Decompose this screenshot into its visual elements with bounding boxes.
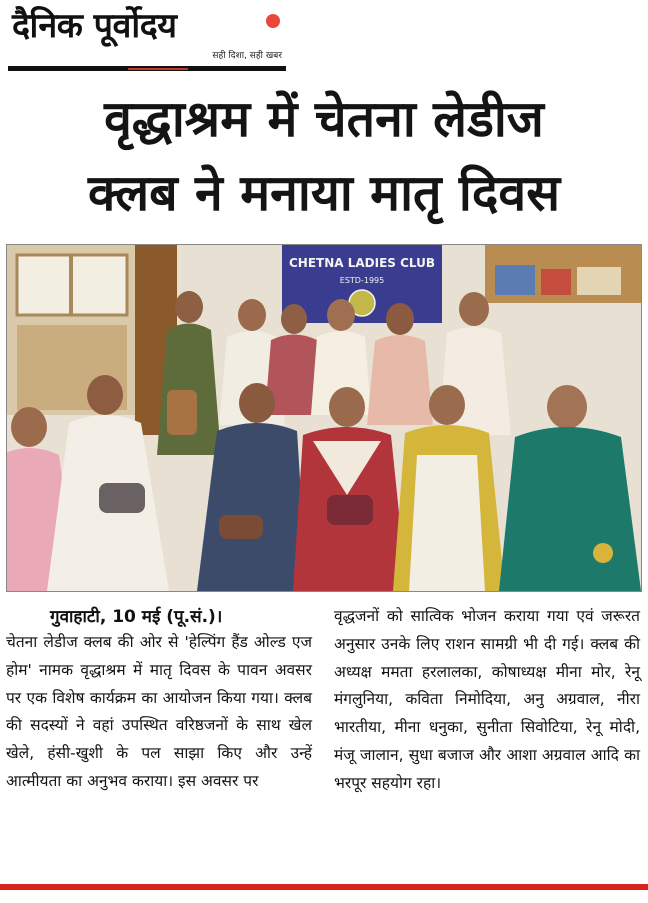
group-photo-illustration [7,245,641,591]
article-dateline: गुवाहाटी, 10 मई (पू.सं.)। [50,607,223,627]
newspaper-name: दैनिक पूर्वोदय [12,6,177,46]
article-column-left [6,629,312,796]
article-headline [0,82,648,230]
article-column-right [334,603,640,798]
headline-line-2: क्लब ने मनाया मातृ दिवस [87,164,561,222]
headline-line-1: वृद्धाश्रम में चेतना लेडीज [104,90,544,148]
page-bottom-rule [0,884,648,890]
newspaper-tagline: सही दिशा, सही खबर [212,51,282,61]
article-paragraph-left: चेतना लेडीज क्लब की ओर से 'हेल्पिंग हैंड ओल्ड एज होम' नामक वृद्धाश्रम में मातृ दिवस के पावन अवसर पर एक विशेष कार्यक्रम का आयोजन किया गया। क्लब की सदस्यों ने वहां उपस्थित वरिष्ठजनों के साथ खेल खेले, हंसी-खुशी के पल साझा किए और उन्हें आत्मीयता का अनुभव कराया। इस अवसर पर [6,633,312,790]
article-paragraph-right: वृद्धजनों को सात्विक भोजन कराया गया एवं जरूरत अनुसार उनके लिए राशन सामग्री भी दी गई। क्लब की अध्यक्ष ममता हरलालका, कोषाध्यक्ष मीना मोर, रेनू मंगलुनिया, कविता निमोदिया, अनु अग्रवाल, नीरा भारतीया, मीना धनुका, सुनीता सिवोटिया, रेनू मोदी, मंजू जालान, सुधा बजाज और आशा अग्रवाल आदि का भरपूर सहयोग रहा। [334,607,640,792]
banner-title: CHETNA LADIES CLUB [288,256,436,270]
newspaper-masthead [8,4,290,72]
group-photo [6,244,642,592]
brand-dot-icon [266,14,280,28]
masthead-rule-accent [128,68,188,70]
banner-estd: ESTD-1995 [339,276,385,285]
